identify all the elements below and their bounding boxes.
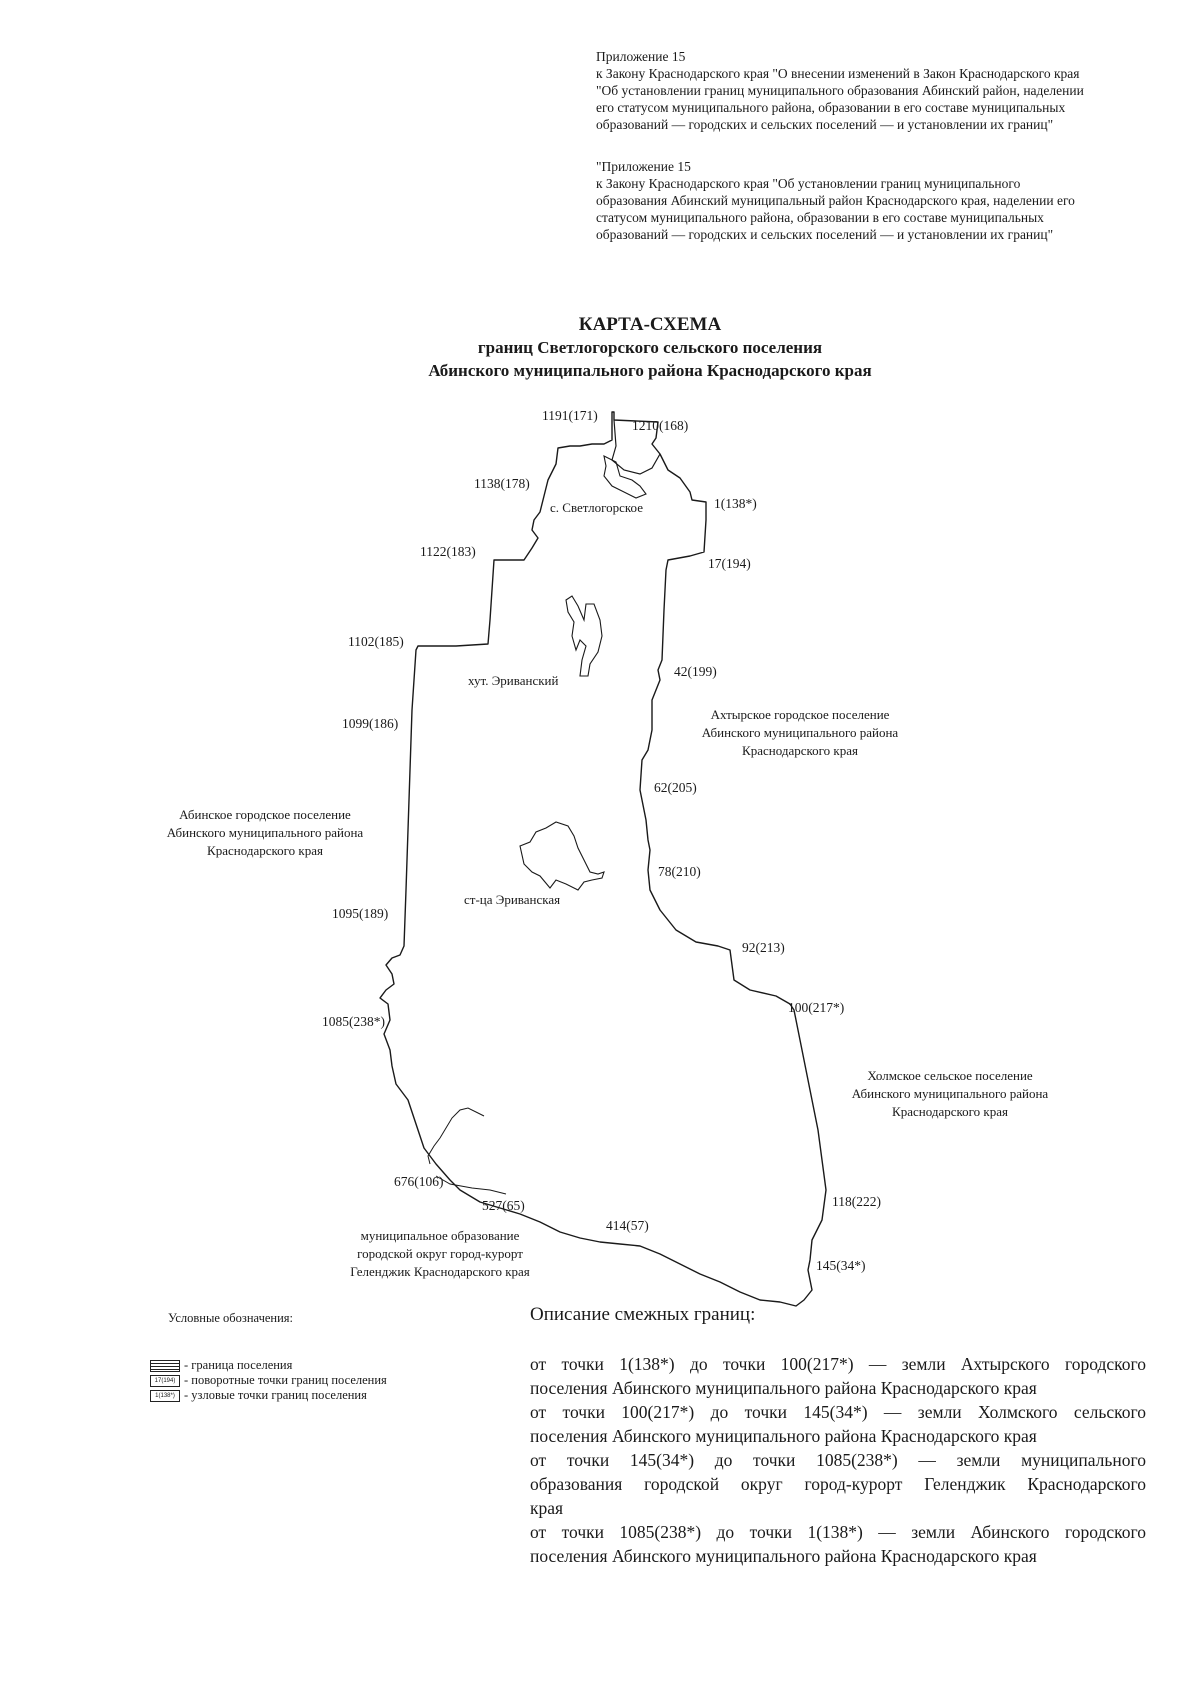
village-svetlogorskoe-contour — [604, 456, 646, 498]
description-line: поселения Абинского муниципального района Краснодарского края — [530, 1378, 1037, 1398]
point-label-17-194: 17(194) — [708, 556, 751, 571]
title-main: КАРТА-СХЕМА — [578, 314, 722, 335]
point-label-92-213: 92(213) — [742, 940, 785, 955]
point-label-42-199: 42(199) — [674, 664, 717, 679]
description-title: Описание смежных границ: — [530, 1304, 756, 1325]
legend-item-label: - узловые точки границ поселения — [184, 1388, 367, 1402]
description-line: края — [530, 1498, 564, 1518]
adjacent-kholmskoe-line: Абинского муниципального района — [851, 1086, 1049, 1101]
point-label-1102-185: 1102(185) — [348, 634, 404, 649]
legend-item-turning-points — [150, 1373, 387, 1388]
point-label-118-222: 118(222) — [832, 1194, 881, 1209]
adjacent-akhtyrskoe-line: Абинского муниципального района — [701, 725, 899, 740]
adjacent-kholmskoe — [852, 1068, 1049, 1119]
legend-item-boundary — [150, 1358, 292, 1373]
adjacent-abinskoe-line: Краснодарского края — [207, 843, 323, 858]
description-line: поселения Абинского муниципального района Краснодарского края — [530, 1426, 1037, 1446]
point-label-78-210: 78(210) — [658, 864, 701, 879]
description-body — [530, 1352, 1146, 1568]
adjacent-gelendzhik-line: городской округ город-курорт — [357, 1246, 523, 1261]
point-label-1122-183: 1122(183) — [420, 544, 476, 559]
adjacent-abinskoe-line: Абинского муниципального района — [166, 825, 364, 840]
adjacent-gelendzhik — [350, 1228, 530, 1279]
point-label-1138-178: 1138(178) — [474, 476, 530, 491]
title-subtitle-2: Абинского муниципального района Краснодарского края — [428, 361, 872, 380]
appendix-1-line: его статусом муниципального района, образовании в его составе муниципальных — [596, 100, 1066, 115]
description-line: образования городской округ город-курорт Геленджик Краснодарского — [530, 1474, 1146, 1494]
point-label-145-34: 145(34*) — [816, 1258, 866, 1273]
point-label-1085-238: 1085(238*) — [322, 1014, 385, 1029]
adjacent-gelendzhik-line: муниципальное образование — [360, 1228, 520, 1243]
legend-item-label: - граница поселения — [184, 1358, 293, 1372]
adjacent-abinskoe — [167, 807, 364, 858]
appendix-1-line: "Об установлении границ муниципального образования Абинский район, наделении — [596, 83, 1084, 98]
river-line — [428, 1108, 484, 1164]
adjacent-kholmskoe-line: Краснодарского края — [892, 1104, 1008, 1119]
title-subtitle-1: границ Светлогорского сельского поселения — [477, 338, 823, 357]
adjacent-akhtyrskoe-line: Ахтырское городское поселение — [710, 707, 890, 722]
legend-item-node-points — [150, 1388, 367, 1403]
description-line: от точки 1(138*) до точки 100(217*) — земли Ахтырского городского — [530, 1354, 1146, 1374]
point-label-1095-189: 1095(189) — [332, 906, 389, 921]
legend-item-label: - поворотные точки границ поселения — [184, 1373, 387, 1387]
village-erivansky-contour — [566, 596, 602, 676]
legend-title: Условные обозначения: — [168, 1311, 294, 1325]
point-label-100-217: 100(217*) — [788, 1000, 845, 1015]
point-label-1099-186: 1099(186) — [342, 716, 399, 731]
legend-boundary-symbol — [150, 1360, 180, 1372]
appendix-2-line: к Закону Краснодарского края "Об установлении границ муниципального — [596, 176, 1021, 191]
point-label-1-138: 1(138*) — [714, 496, 757, 511]
point-label-414-57: 414(57) — [606, 1218, 649, 1233]
adjacent-akhtyrskoe — [702, 707, 899, 758]
legend-turning-point-symbol: 17(194) — [150, 1375, 180, 1387]
place-label-svetlogorskoe: с. Светлогорское — [550, 500, 643, 515]
place-label-erivanskaya: ст-ца Эриванская — [464, 892, 561, 907]
adjacent-kholmskoe-line: Холмское сельское поселение — [867, 1068, 1033, 1083]
point-label-1191-171: 1191(171) — [542, 408, 598, 423]
appendix-1-line: образований — городских и сельских поселений — и установлении их границ" — [596, 117, 1054, 132]
appendix-2-line: образования Абинский муниципальный район Краснодарского края, наделении его — [596, 193, 1075, 208]
appendix-2-line: образований — городских и сельских поселений — и установлении их границ" — [596, 227, 1054, 242]
point-label-1210-168: 1210(168) — [632, 418, 689, 433]
appendix-1-line: к Закону Краснодарского края "О внесении изменений в Закон Краснодарского края — [596, 66, 1080, 81]
point-label-62-205: 62(205) — [654, 780, 697, 795]
description-line: поселения Абинского муниципального района Краснодарского края — [530, 1546, 1037, 1566]
appendix-1-line: Приложение 15 — [596, 49, 686, 64]
legend-node-point-symbol: 1(138*) — [150, 1390, 180, 1402]
adjacent-gelendzhik-line: Геленджик Краснодарского края — [350, 1264, 530, 1279]
point-label-676-106: 676(106) — [394, 1174, 444, 1189]
description-line: от точки 145(34*) до точки 1085(238*) — земли муниципального — [530, 1450, 1146, 1470]
village-erivanskaya-contour — [520, 822, 604, 890]
appendix-2-line: статусом муниципального района, образовании в его составе муниципальных — [596, 210, 1044, 225]
river-line-2 — [436, 1176, 506, 1194]
description-line: от точки 100(217*) до точки 145(34*) — земли Холмского сельского — [530, 1402, 1146, 1422]
point-label-527-65: 527(65) — [482, 1198, 525, 1213]
place-label-erivansky: хут. Эриванский — [468, 673, 559, 688]
appendix-2-line: "Приложение 15 — [596, 159, 691, 174]
adjacent-abinskoe-line: Абинское городское поселение — [179, 807, 351, 822]
adjacent-akhtyrskoe-line: Краснодарского края — [742, 743, 858, 758]
description-line: от точки 1085(238*) до точки 1(138*) — земли Абинского городского — [530, 1522, 1146, 1542]
